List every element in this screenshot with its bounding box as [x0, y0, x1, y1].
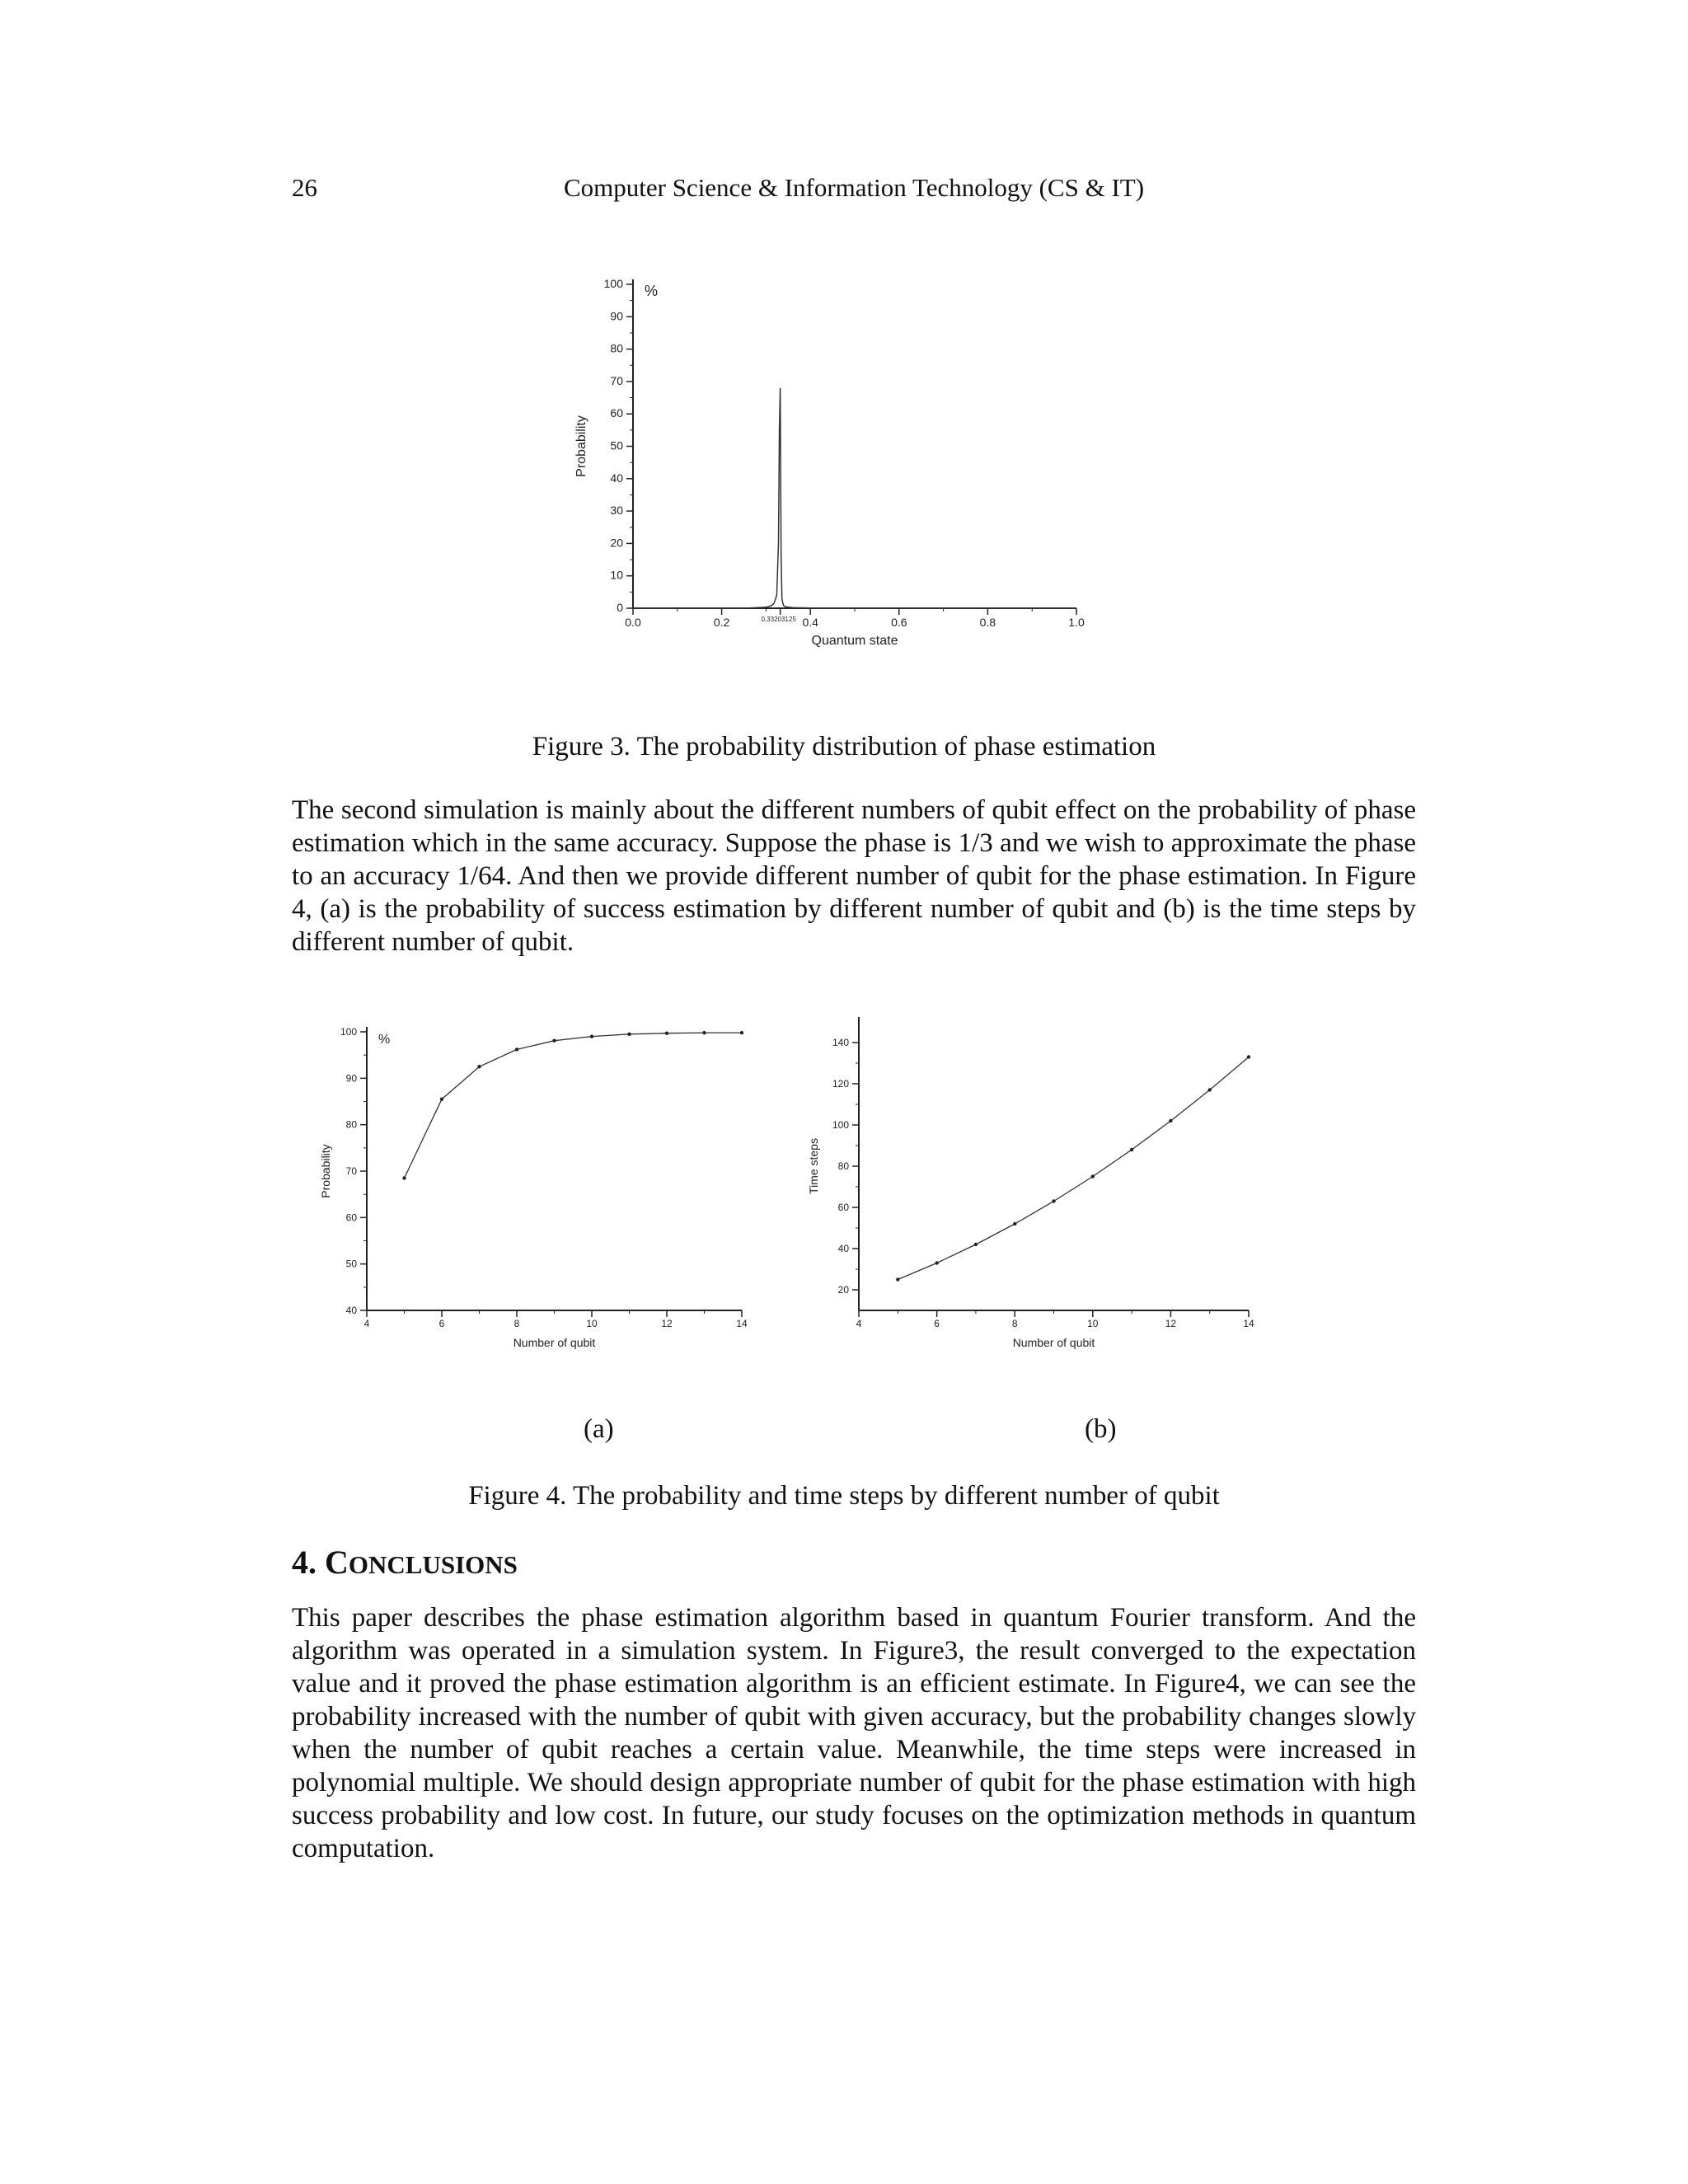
data-point	[1052, 1199, 1055, 1202]
y-axis-label: Probability	[319, 1144, 332, 1198]
x-tick-label: 4	[856, 1318, 862, 1329]
x-tick-label: 8	[513, 1318, 520, 1329]
data-point	[1247, 1055, 1250, 1058]
data-point	[552, 1039, 556, 1043]
journal-title: Computer Science & Information Technology (CS & IT)	[563, 173, 1145, 202]
x-tick-label: 0.6	[891, 616, 907, 629]
y-axis-label: Probability	[574, 415, 588, 477]
x-tick-label: 14	[736, 1318, 748, 1329]
x-tick-label: 12	[1165, 1318, 1177, 1329]
figure-3-chart	[560, 272, 1104, 684]
data-point	[740, 1031, 743, 1034]
section-heading-conclusions	[292, 1543, 518, 1582]
y-tick-label: 0	[617, 601, 623, 614]
figure-4a-chart	[305, 1014, 767, 1360]
y-tick-label: 60	[345, 1212, 357, 1224]
y-tick-label: 60	[837, 1202, 849, 1213]
data-point	[1013, 1222, 1016, 1226]
y-tick-label: 120	[832, 1078, 849, 1090]
data-point	[1208, 1088, 1212, 1091]
x-tick-label: 6	[934, 1318, 940, 1329]
y-tick-label: 100	[603, 277, 623, 290]
y-tick-label: 50	[610, 438, 623, 452]
paragraph-conclusions: This paper describes the phase estimation algorithm based in quantum Fourier transform. And the algorithm was operated in a simulation system. In Figure3, the result converged to the expectation value and it proved the phase estimation algorithm is an efficient estimate. In Figure4, we can see the probability increased with the number of qubit with given accuracy, but the probability changes slowly when the number of qubit reaches a certain value. Meanwhile, the time steps were increased in polynomial multiple. We should design appropriate number of qubit for the phase estimation with high success probability and low cost. In future, our study focuses on the optimization methods in quantum computation.	[292, 1603, 1416, 1863]
series-line	[898, 1057, 1249, 1280]
figure-4-caption: Figure 4. The probability and time steps by different number of qubit	[468, 1481, 1220, 1511]
y-tick-label: 40	[610, 471, 623, 485]
data-point	[402, 1176, 406, 1179]
page-header	[292, 173, 1416, 206]
x-tick-label: 0.2	[713, 616, 730, 629]
y-tick-label: 90	[610, 309, 623, 323]
data-point	[1091, 1174, 1095, 1178]
x-tick-label: 0.4	[802, 616, 818, 629]
section-title-initial: C	[325, 1544, 349, 1581]
series-line	[633, 388, 1076, 608]
y-tick-label: 70	[610, 373, 623, 387]
x-axis-label: Quantum state	[811, 634, 898, 648]
y-tick-label: 80	[610, 341, 623, 355]
y-tick-label: 80	[837, 1160, 849, 1172]
x-tick-label: 8	[1011, 1318, 1018, 1329]
y-tick-label: 50	[345, 1258, 357, 1270]
data-point	[590, 1034, 593, 1038]
x-tick-label: 12	[661, 1318, 673, 1329]
x-tick-label: 10	[1087, 1318, 1099, 1329]
y-tick-label: 90	[345, 1072, 357, 1085]
y-tick-label: 30	[610, 504, 623, 518]
x-tick-label: 6	[438, 1318, 445, 1329]
series-line	[405, 1033, 743, 1178]
x-tick-label: 4	[363, 1318, 370, 1329]
data-point	[1169, 1119, 1172, 1122]
data-point	[665, 1031, 668, 1034]
y-tick-label: 20	[610, 536, 623, 550]
y-tick-label: 140	[832, 1037, 849, 1048]
data-point	[515, 1047, 518, 1051]
y-axis-label: Time steps	[807, 1138, 820, 1194]
paragraph-simulation: The second simulation is mainly about the different numbers of qubit effect on the probability of phase estimation which in the same accuracy. Suppose the phase is 1/3 and we wish to approximate the phase to an accuracy 1/64. And then we provide different number of qubit for the phase estimation. In Figure 4, (a) is the probability of success estimation by different number of qubit and (b) is the time steps by different number of qubit.	[292, 795, 1416, 957]
x-tick-label: 10	[586, 1318, 598, 1329]
figure-4b-chart	[799, 1005, 1269, 1360]
data-point	[627, 1033, 631, 1036]
figure-3-caption: Figure 3. The probability distribution of phase estimation	[532, 732, 1156, 762]
y-tick-label: 100	[832, 1119, 849, 1131]
x-tick-label: 1.0	[1068, 616, 1085, 629]
page-number: 26	[292, 173, 317, 202]
unit-label: %	[645, 283, 659, 299]
figure-4a-label: (a)	[584, 1414, 614, 1444]
x-tick-label: 0.8	[979, 616, 996, 629]
y-tick-label: 70	[345, 1165, 357, 1177]
y-tick-label: 10	[610, 568, 623, 582]
y-tick-label: 60	[610, 406, 623, 420]
data-point	[477, 1065, 481, 1068]
unit-label: %	[378, 1033, 391, 1047]
data-point	[974, 1243, 978, 1246]
figure-4b-label: (b)	[1085, 1414, 1117, 1444]
data-point	[1130, 1148, 1133, 1151]
data-point	[935, 1261, 938, 1264]
y-tick-label: 40	[837, 1243, 849, 1254]
data-point	[896, 1277, 899, 1281]
data-point	[702, 1031, 706, 1034]
x-axis-label: Number of qubit	[1012, 1336, 1095, 1349]
section-number: 4.	[292, 1544, 316, 1581]
y-tick-label: 100	[340, 1026, 357, 1038]
x-tick-label: 0.0	[625, 616, 641, 629]
data-point	[440, 1097, 443, 1100]
x-tick-label: 14	[1243, 1318, 1254, 1329]
peak-label: 0.33203125	[761, 616, 796, 623]
y-tick-label: 80	[345, 1118, 357, 1131]
section-title-rest: ONCLUSIONS	[348, 1550, 518, 1579]
x-axis-label: Number of qubit	[513, 1336, 596, 1349]
y-tick-label: 40	[345, 1305, 357, 1316]
y-tick-label: 20	[837, 1284, 849, 1296]
